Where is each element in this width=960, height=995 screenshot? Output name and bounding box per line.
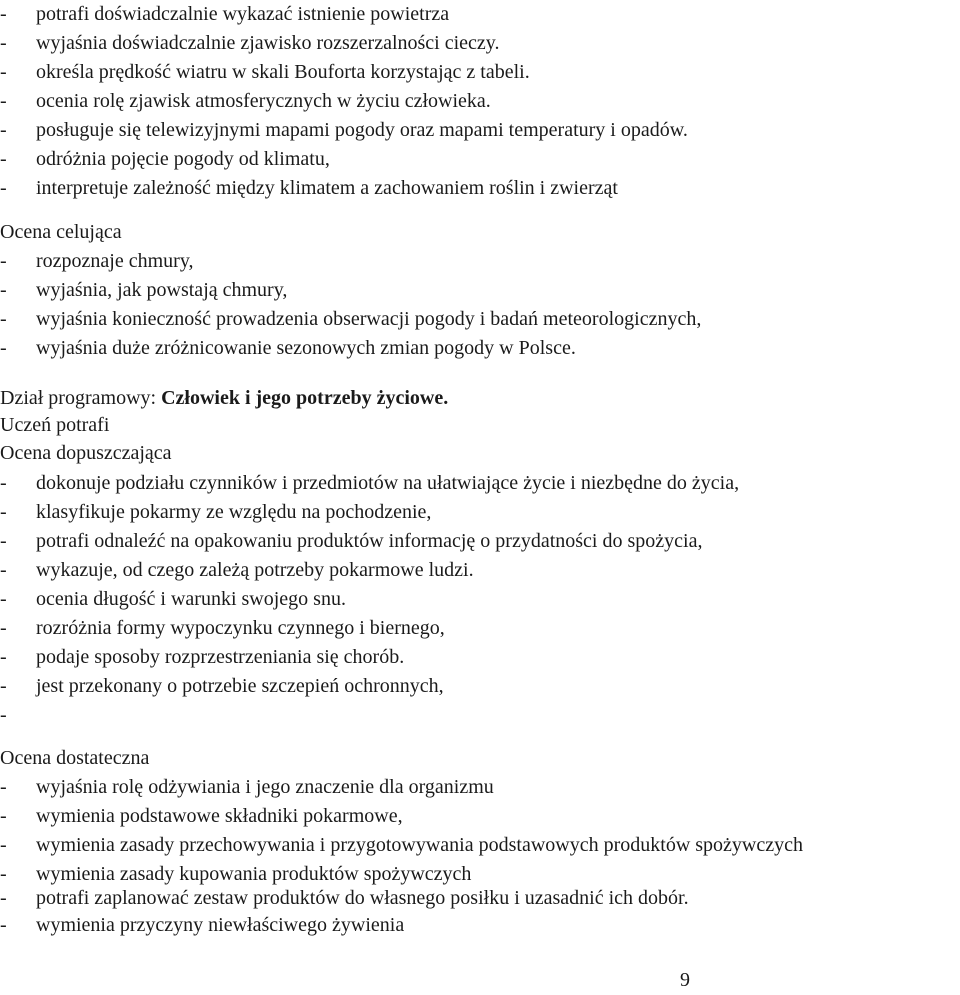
list-item	[0, 87, 491, 116]
bullet-dash: -	[0, 559, 7, 581]
bullet-dash: -	[0, 308, 7, 330]
bullet-dash: -	[0, 90, 7, 112]
list-item	[0, 334, 576, 363]
list-item-text: wyjaśnia konieczność prowadzenia obserwacji pogody i badań meteorologicznych,	[36, 308, 702, 330]
grade-heading-celujaca: Ocena celująca	[0, 221, 122, 243]
bullet-dash: -	[0, 250, 7, 272]
list-item	[0, 773, 494, 802]
list-item-text: wymienia zasady przechowywania i przygotowywania podstawowych produktów spożywczych	[36, 834, 803, 856]
bullet-dash: -	[0, 501, 7, 523]
bullet-dash: -	[0, 887, 7, 909]
list-item	[0, 911, 404, 940]
list-item-text: rozpoznaje chmury,	[36, 250, 194, 272]
list-item-text: ocenia długość i warunki swojego snu.	[36, 588, 346, 610]
list-item	[0, 174, 618, 203]
list-item	[0, 802, 403, 831]
section-heading	[0, 384, 448, 413]
list-item	[0, 556, 474, 585]
list-item	[0, 614, 445, 643]
list-item	[0, 498, 431, 527]
list-item	[0, 276, 287, 305]
bullet-dash: -	[0, 32, 7, 54]
list-item	[0, 0, 449, 29]
list-item-text: dokonuje podziału czynników i przedmiotów na ułatwiające życie i niezbędne do życia,	[36, 472, 740, 494]
page-number: 9	[680, 969, 690, 991]
bullet-dash: -	[0, 646, 7, 668]
bullet-dash: -	[0, 279, 7, 301]
bullet-dash: -	[0, 617, 7, 639]
bullet-dash: -	[0, 805, 7, 827]
list-item-text: potrafi doświadczalnie wykazać istnienie powietrza	[36, 3, 450, 25]
section-heading-prefix: Dział programowy:	[0, 387, 162, 409]
bullet-dash: -	[0, 914, 7, 936]
bullet-dash: -	[0, 472, 7, 494]
list-item-text: wyjaśnia duże zróżnicowanie sezonowych zmian pogody w Polsce.	[36, 337, 576, 359]
list-item-text: wykazuje, od czego zależą potrzeby pokarmowe ludzi.	[36, 559, 474, 581]
list-item	[0, 643, 404, 672]
list-item	[0, 305, 701, 334]
list-item	[0, 469, 739, 498]
list-item-text: klasyfikuje pokarmy ze względu na pochodzenie,	[36, 501, 432, 523]
list-item-text: wyjaśnia doświadczalnie zjawisko rozszerzalności cieczy.	[36, 32, 500, 54]
list-item-text: potrafi zaplanować zestaw produktów do własnego posiłku i uzasadnić ich dobór.	[36, 887, 689, 909]
bullet-dash: -	[0, 337, 7, 359]
list-item-text: wyjaśnia, jak powstają chmury,	[36, 279, 288, 301]
bullet-dash: -	[0, 704, 7, 726]
list-item	[0, 116, 688, 145]
list-item	[0, 585, 346, 614]
section-heading-title: Człowiek i jego potrzeby życiowe.	[161, 387, 449, 409]
list-item-text: posługuje się telewizyjnymi mapami pogody oraz mapami temperatury i opadów.	[36, 119, 688, 141]
list-item-text: określa prędkość wiatru w skali Bouforta korzystając z tabeli.	[36, 61, 530, 83]
list-item-text: rozróżnia formy wypoczynku czynnego i biernego,	[36, 617, 445, 639]
bullet-dash: -	[0, 119, 7, 141]
bullet-dash: -	[0, 834, 7, 856]
grade-heading-dostateczna: Ocena dostateczna	[0, 747, 150, 769]
list-item-text: wyjaśnia rolę odżywiania i jego znaczenie dla organizmu	[36, 776, 494, 798]
list-item	[0, 247, 194, 276]
list-item	[0, 884, 689, 913]
bullet-dash: -	[0, 177, 7, 199]
list-item-text: wymienia zasady kupowania produktów spożywczych	[36, 863, 472, 885]
grade-heading-dopuszczajaca: Ocena dopuszczająca	[0, 442, 172, 464]
student-intro: Uczeń potrafi	[0, 414, 110, 436]
bullet-dash: -	[0, 61, 7, 83]
list-item	[0, 145, 330, 174]
list-item-text: ocenia rolę zjawisk atmosferycznych w życiu człowieka.	[36, 90, 491, 112]
list-item-text: jest przekonany o potrzebie szczepień ochronnych,	[36, 675, 444, 697]
bullet-dash: -	[0, 776, 7, 798]
list-item	[0, 29, 500, 58]
list-item-text: podaje sposoby rozprzestrzeniania się chorób.	[36, 646, 405, 668]
bullet-dash: -	[0, 588, 7, 610]
bullet-dash: -	[0, 530, 7, 552]
list-item	[0, 58, 530, 87]
list-item	[0, 672, 444, 701]
list-item	[0, 831, 803, 860]
list-item-text: wymienia podstawowe składniki pokarmowe,	[36, 805, 403, 827]
list-item-text: wymienia przyczyny niewłaściwego żywienia	[36, 914, 405, 936]
bullet-dash: -	[0, 148, 7, 170]
list-item-text: potrafi odnaleźć na opakowaniu produktów informację o przydatności do spożycia,	[36, 530, 703, 552]
list-item	[0, 701, 36, 730]
list-item	[0, 527, 702, 556]
bullet-dash: -	[0, 3, 7, 25]
list-item-text: odróżnia pojęcie pogody od klimatu,	[36, 148, 330, 170]
bullet-dash: -	[0, 863, 7, 885]
list-item-text: interpretuje zależność między klimatem a zachowaniem roślin i zwierząt	[36, 177, 618, 199]
bullet-dash: -	[0, 675, 7, 697]
